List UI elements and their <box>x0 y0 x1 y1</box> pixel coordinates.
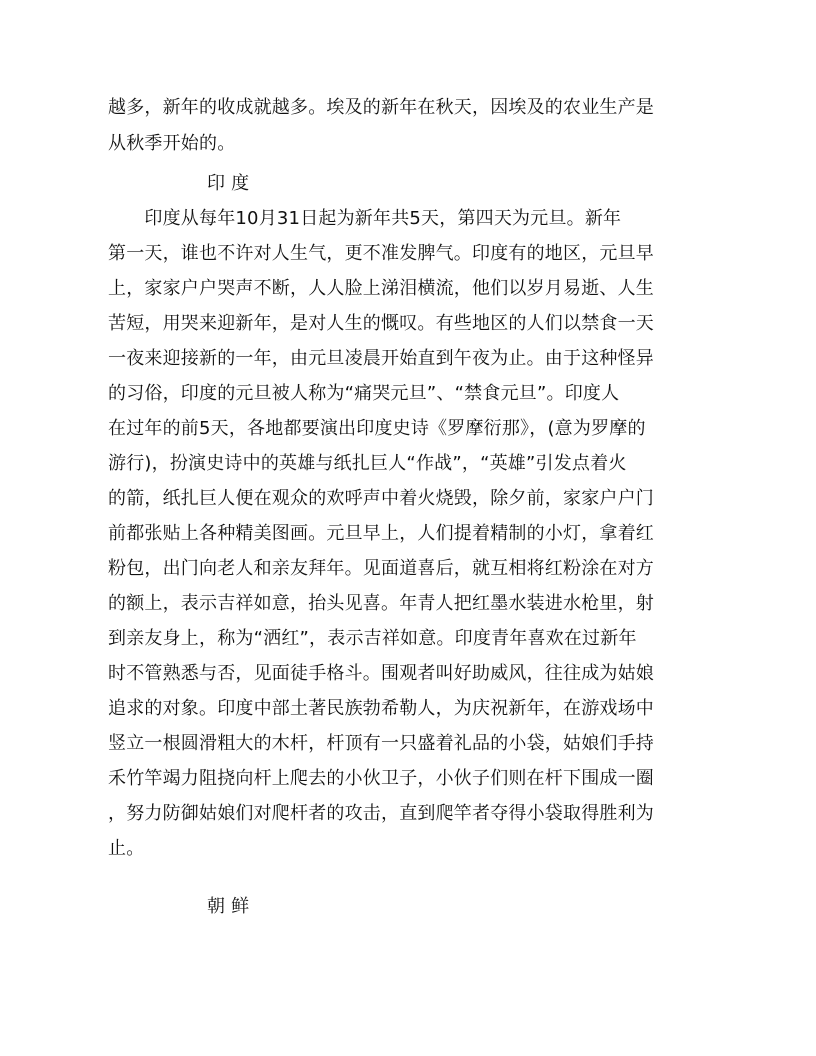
paragraph-line: 到亲友身上，称为“洒红”，表示吉祥如意。印度青年喜欢在过新年 <box>108 628 637 649</box>
paragraph-line: 游行)，扮演史诗中的英雄与纸扎巨人“作战”，“英雄”引发点着火 <box>108 453 627 474</box>
paragraph-line: 时不管熟悉与否，见面徒手格斗。围观者叫好助威风，往往成为姑娘 <box>108 663 654 684</box>
paragraph-line: 禾竹竿竭力阻挠向杆上爬去的小伙卫子，小伙子们则在杆下围成一圈 <box>108 768 654 789</box>
section-heading-korea: 朝 鲜 <box>207 896 250 917</box>
paragraph-line: 的习俗，印度的元旦被人称为“痛哭元旦”、“禁食元旦”。印度人 <box>108 383 620 404</box>
paragraph-line: 追求的对象。印度中部土著民族勃希勒人，为庆祝新年，在游戏场中 <box>108 698 654 719</box>
paragraph-line: 竖立一根圆滑粗大的木杆，杆顶有一只盛着礼品的小袋，姑娘们手持 <box>108 733 654 754</box>
paragraph-line: 上，家家户户哭声不断，人人脸上涕泪横流，他们以岁月易逝、人生 <box>108 278 654 299</box>
paragraph-line: 越多，新年的收成就越多。埃及的新年在秋天，因埃及的农业生产是 <box>108 97 654 118</box>
paragraph-line: 前都张贴上各种精美图画。元旦早上，人们提着精制的小灯，拿着红 <box>108 523 654 544</box>
paragraph-line: 印度从每年10月31日起为新年共5天，第四天为元旦。新年 <box>108 208 622 229</box>
paragraph-line: 在过年的前5天，各地都要演出印度史诗《罗摩衍那》，(意为罗摩的 <box>108 418 646 439</box>
paragraph-line: 苦短，用哭来迎新年，是对人生的慨叹。有些地区的人们以禁食一天 <box>108 313 654 334</box>
paragraph-line: 止。 <box>108 838 145 859</box>
paragraph-line: 粉包，出门向老人和亲友拜年。见面道喜后，就互相将红粉涂在对方 <box>108 558 654 579</box>
paragraph-line: 的额上，表示吉祥如意，抬头见喜。年青人把红墨水装进水枪里，射 <box>108 593 654 614</box>
paragraph-line: 一夜来迎接新的一年，由元旦凌晨开始直到午夜为止。由于这种怪异 <box>108 348 654 369</box>
section-heading-india: 印 度 <box>207 173 250 194</box>
paragraph-line: 第一天，谁也不许对人生气，更不准发脾气。印度有的地区，元旦早 <box>108 243 654 264</box>
paragraph-line: ，努力防御姑娘们对爬杆者的攻击，直到爬竿者夺得小袋取得胜利为 <box>108 803 654 824</box>
paragraph-line: 从秋季开始的。 <box>108 133 236 154</box>
paragraph-line: 的箭，纸扎巨人便在观众的欢呼声中着火烧毁，除夕前，家家户户门 <box>108 488 654 509</box>
